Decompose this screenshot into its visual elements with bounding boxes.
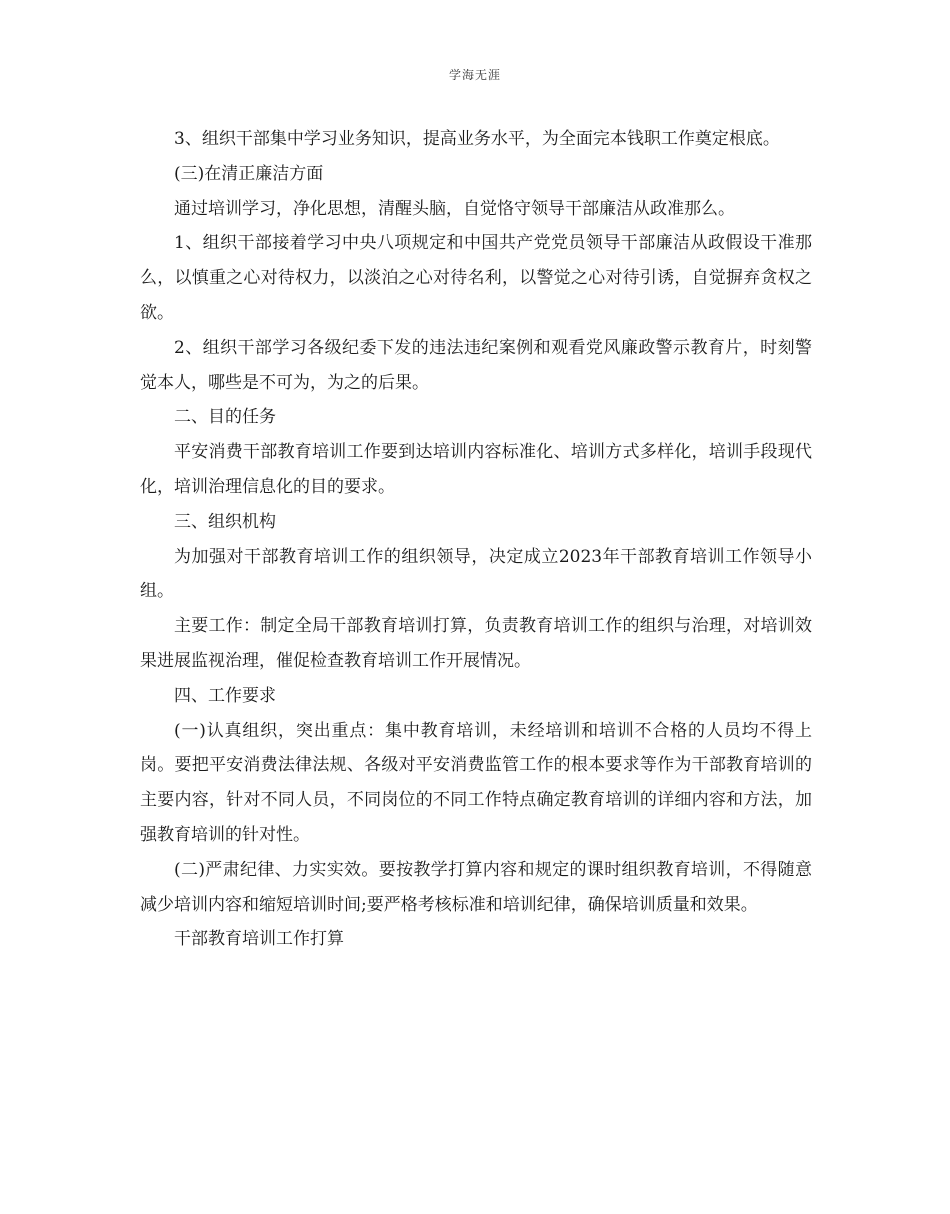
paragraph-study-business: 3、组织干部集中学习业务知识，提高业务水平，为全面完本钱职工作奠定根底。 — [174, 129, 780, 149]
paragraph-integrity-intro: 通过培训学习，净化思想，清醒头脑，自觉恪守领导干部廉洁从政准那么。 — [174, 198, 735, 219]
section-heading-organization: 三、组织机构 — [174, 511, 276, 532]
paragraph-warning-cases: 2、组织干部学习各级纪委下发的违法违纪案例和观看党风廉政警示教育片，时刻警觉本人，哪些是不可为，为之的后果。 — [140, 337, 812, 393]
document-body — [140, 122, 812, 957]
section-heading-integrity: (三)在清正廉洁方面 — [174, 163, 324, 184]
paragraph-eight-rules: 1、组织干部接着学习中央八项规定和中国共产党党员领导干部廉洁从政假设干准那么，以慎重之心对待权力，以淡泊之心对待名利，以警觉之心对待引诱，自觉摒弃贪权之欲。 — [140, 233, 812, 323]
section-heading-goals: 二、目的任务 — [174, 407, 276, 428]
section-heading-requirements: 四、工作要求 — [174, 685, 276, 706]
paragraph-requirement-two: (二)严肃纪律、力实实效。要按教学打算内容和规定的课时组织教育培训，不得随意减少培训内容和缩短培训时间;要严格考核标准和培训纪律，确保培训质量和效果。 — [140, 859, 812, 915]
page-header: 学海无涯 — [448, 68, 501, 82]
paragraph-goals: 平安消费干部教育培训工作要到达培训内容标准化、培训方式多样化，培训手段现代化，培训治理信息化的目的要求。 — [140, 442, 812, 497]
paragraph-leading-group: 为加强对干部教育培训工作的组织领导，决定成立2023年干部教育培训工作领导小组。 — [140, 546, 812, 602]
paragraph-main-work: 主要工作：制定全局干部教育培训打算，负责教育培训工作的组织与治理，对培训效果进展监视治理，催促检查教育培训工作开展情况。 — [140, 616, 812, 671]
paragraph-requirement-one: (一)认真组织，突出重点：集中教育培训，未经培训和培训不合格的人员均不得上岗。要把平安消费法律法规、各级对平安消费监管工作的根本要求等作为干部教育培训的主要内容，针对不同人员，不同岗位的不同工作特点确定教育培训的详细内容和方法，加强教育培训的针对性。 — [140, 720, 812, 845]
paragraph-plan-title: 干部教育培训工作打算 — [174, 929, 344, 950]
